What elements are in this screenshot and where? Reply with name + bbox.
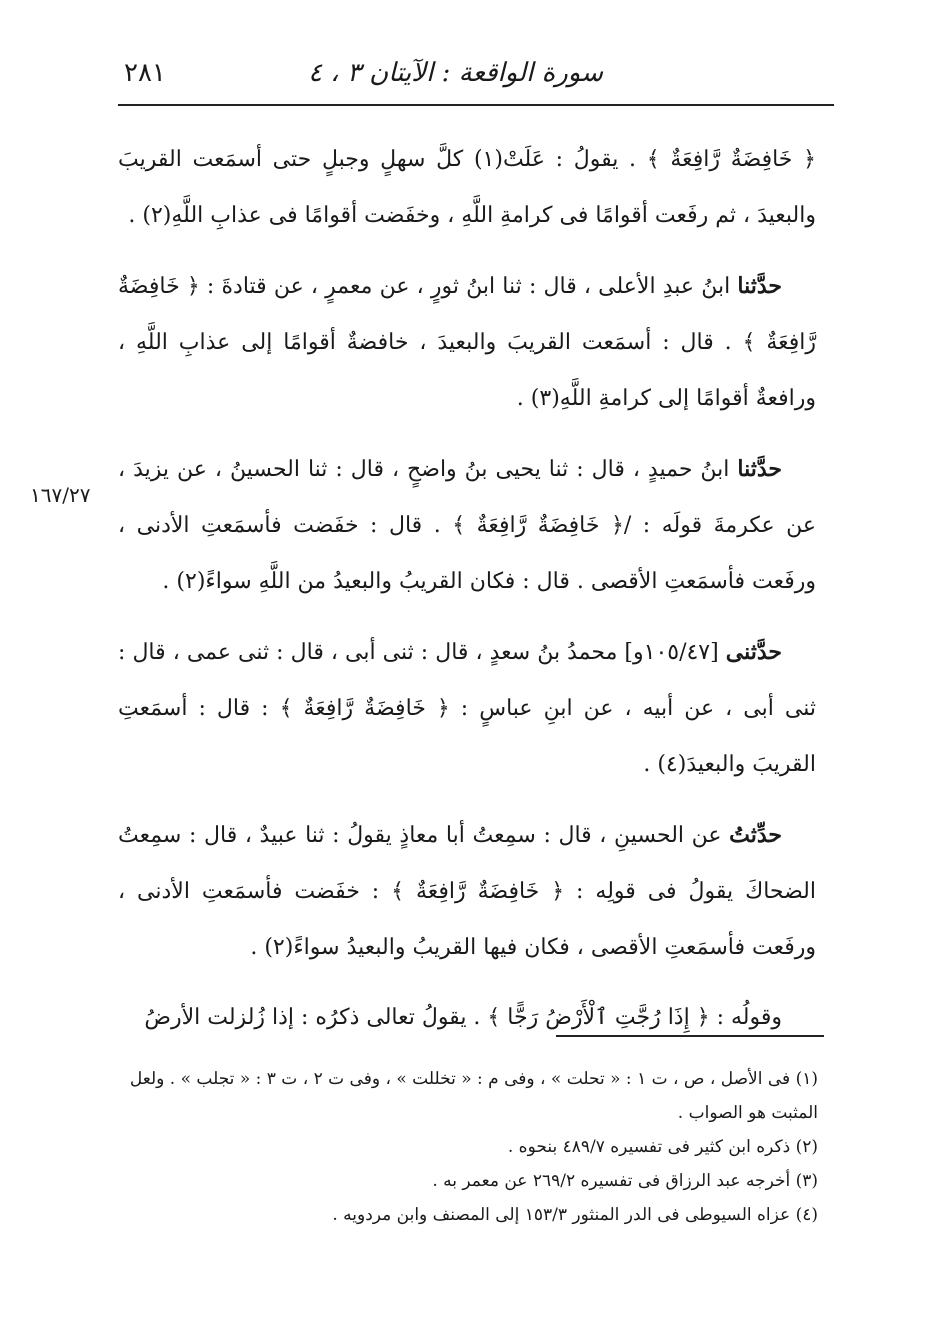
page-header <box>118 50 838 100</box>
paragraph-4 <box>118 624 816 793</box>
paragraph-3-text: ابنُ حميدٍ ، قال : ثنا يحيى بنُ واضحٍ ، قال : ثنا الحسينُ ، عن يزيدَ ، عن عكرمةَ قولَه : /﴿ خَافِضَةٌ رَّافِعَةٌ ﴾ . قال : خفَضت فأسمَعتِ الأدنى ، ورفَعت فأسمَعتِ الأقصى . قال : فكان القريبُ والبعيدُ من اللَّهِ سواءً(٢) . <box>118 457 817 594</box>
footnote-4: (٤) عزاه السيوطى فى الدر المنثور ١٥٣/٣ إلى المصنف وابن مردويه . <box>332 1205 818 1225</box>
paragraph-1 <box>118 132 816 244</box>
paragraph-3-lead: حدَّثنا <box>737 456 782 482</box>
paragraph-4-text: [١٠٥/٤٧و] محمدُ بنُ سعدٍ ، قال : ثنى أبى ، قال : ثنى عمى ، قال : ثنى أبى ، عن أبيه ، عن ابنِ عباسٍ : ﴿ خَافِضَةٌ رَّافِعَةٌ ﴾ : قال : أسمَعتِ القريبَ والبعيدَ(٤) . <box>118 640 816 777</box>
paragraph-6 <box>118 990 816 1046</box>
paragraph-2 <box>118 258 816 427</box>
paragraph-4-lead: حدَّثنى <box>725 639 782 665</box>
running-title: سورة الواقعة : الآيتان ٣ ، ٤ <box>308 58 603 88</box>
margin-reference: ١٦٧/٢٧ <box>30 483 91 507</box>
footnotes <box>118 1062 818 1232</box>
header-rule <box>118 104 834 106</box>
main-text <box>118 132 816 1060</box>
footnote-3: (٣) أخرجه عبد الرزاق فى تفسيره ٢٦٩/٢ عن معمر به . <box>432 1171 818 1191</box>
paragraph-5-lead: حدِّثتُ <box>729 822 782 848</box>
footnote-2: (٢) ذكره ابن كثير فى تفسيره ٤٨٩/٧ بنحوه . <box>507 1137 818 1157</box>
paragraph-5 <box>118 807 816 976</box>
paragraph-1-text: ﴿ خَافِضَةٌ رَّافِعَةٌ ﴾ . يقولُ : عَلَتْ(١) كلَّ سهلٍ وجبلٍ حتى أسمَعت القريبَ والبعيدَ ، ثم رفَعت أقوامًا فى كرامةِ اللَّهِ ، وخفَضت أقوامًا فى عذابِ اللَّهِ(٢) . <box>118 147 816 228</box>
page-number: ٢٨١ <box>124 58 166 88</box>
footnote-rule <box>556 1035 824 1037</box>
paragraph-3 <box>118 441 816 610</box>
paragraph-6-text: وقولُه : ﴿ إِذَا رُجَّتِ ٱلْأَرْضُ رَجًّا ﴾ . يقولُ تعالى ذكرُه : إذا زُلزلت الأرضُ <box>144 1005 782 1030</box>
paragraph-2-text: ابنُ عبدِ الأعلى ، قال : ثنا ابنُ ثورٍ ، عن معمرٍ ، عن قتادةَ : ﴿ خَافِضَةٌ رَّافِعَةٌ ﴾ . قال : أسمَعت القريبَ والبعيدَ ، خافضةٌ أقوامًا إلى عذابِ اللَّهِ ، ورافعةٌ أقوامًا إلى كرامةِ اللَّهِ(٣) . <box>118 274 816 411</box>
paragraph-2-lead: حدَّثنا <box>737 273 782 299</box>
footnote-1: (١) فى الأصل ، ص ، ت ١ : « تحلت » ، وفى م : « تخللت » ، وفى ت ٢ ، ت ٣ : « تجلب » . ولعل المثبت هو الصواب . <box>129 1069 818 1123</box>
paragraph-5-text: عن الحسينِ ، قال : سمِعتُ أبا معاذٍ يقولُ : ثنا عبيدٌ ، قال : سمِعتُ الضحاكَ يقولُ فى قولِه : ﴿ خَافِضَةٌ رَّافِعَةٌ ﴾ : خفَضت فأسمَعتِ الأدنى ، ورفَعت فأسمَعتِ الأقصى ، فكان فيها القريبُ والبعيدُ سواءً(٢) . <box>118 823 816 960</box>
